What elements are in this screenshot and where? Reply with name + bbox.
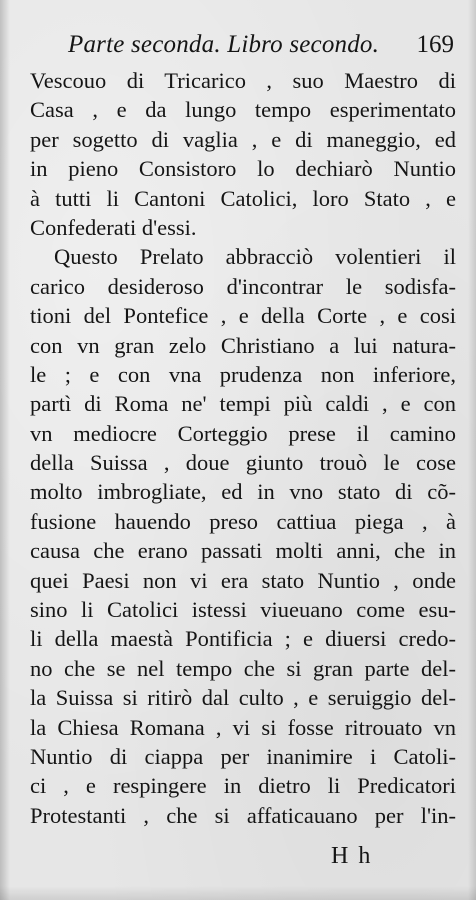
body-text [30, 66, 456, 830]
text-line: li della maestà Pontificia ; e diuersi credo- [30, 626, 456, 652]
text-line: ci , e respingere in dietro li Predicatori [30, 773, 456, 799]
text-line: Questo Prelato abbracciò volentieri il [54, 244, 456, 270]
text-line: della Suissa , doue giunto trouò le cose [30, 450, 456, 476]
text-line: Confederati d'essi. [30, 214, 197, 240]
text-line: le ; e con vna prudenza non inferiore, [30, 361, 456, 387]
page-shadow-right [468, 0, 476, 900]
text-line: Nuntio di ciappa per inanimire i Catoli- [30, 743, 456, 769]
signature-mark: H h [331, 843, 373, 869]
page-shadow-bottom [0, 886, 476, 900]
text-line: vn mediocre Corteggio prese il camino [30, 420, 456, 446]
text-line: tioni del Pontefice , e della Corte , e cosi [30, 303, 456, 329]
page-number: 169 [416, 31, 454, 58]
text-line: partì di Roma ne' tempi più caldi , e con [30, 391, 456, 417]
text-line: Protestanti , che si affaticauano per l'in- [30, 802, 456, 828]
running-title: Parte seconda. Libro secondo. [68, 31, 380, 58]
text-line: con vn gran zelo Christiano a lui natura- [30, 332, 456, 358]
page-header [58, 31, 454, 63]
text-line: sino li Catolici istessi viueuano come esu- [30, 597, 456, 623]
text-line: Vescouo di Tricarico , suo Maestro di [30, 68, 456, 93]
text-line: quei Paesi non vi era stato Nuntio , onde [30, 567, 456, 593]
text-line: fusione hauendo preso cattiua piega , à [30, 508, 456, 534]
text-line: la Chiesa Romana , vi si fosse ritrouato vn [30, 714, 456, 740]
text-line: causa che erano passati molti anni, che in [30, 538, 456, 564]
text-line: la Suissa si ritirò dal culto , e seruiggio del- [30, 685, 456, 711]
text-line: à tutti li Cantoni Catolici, loro Stato , e [30, 185, 456, 211]
text-line: no che se nel tempo che si gran parte del- [30, 655, 456, 681]
text-line: Casa , e da lungo tempo esperimentato [30, 97, 456, 123]
text-line: in pieno Consistoro lo dechiarò Nuntio [30, 156, 456, 182]
text-line: molto imbrogliate, ed in vno stato di cõ- [30, 479, 456, 505]
page-shadow-left [0, 0, 10, 900]
text-line: per sogetto di vaglia , e di maneggio, ed [30, 126, 456, 152]
text-line: carico desideroso d'incontrar le sodisfa- [30, 273, 456, 299]
